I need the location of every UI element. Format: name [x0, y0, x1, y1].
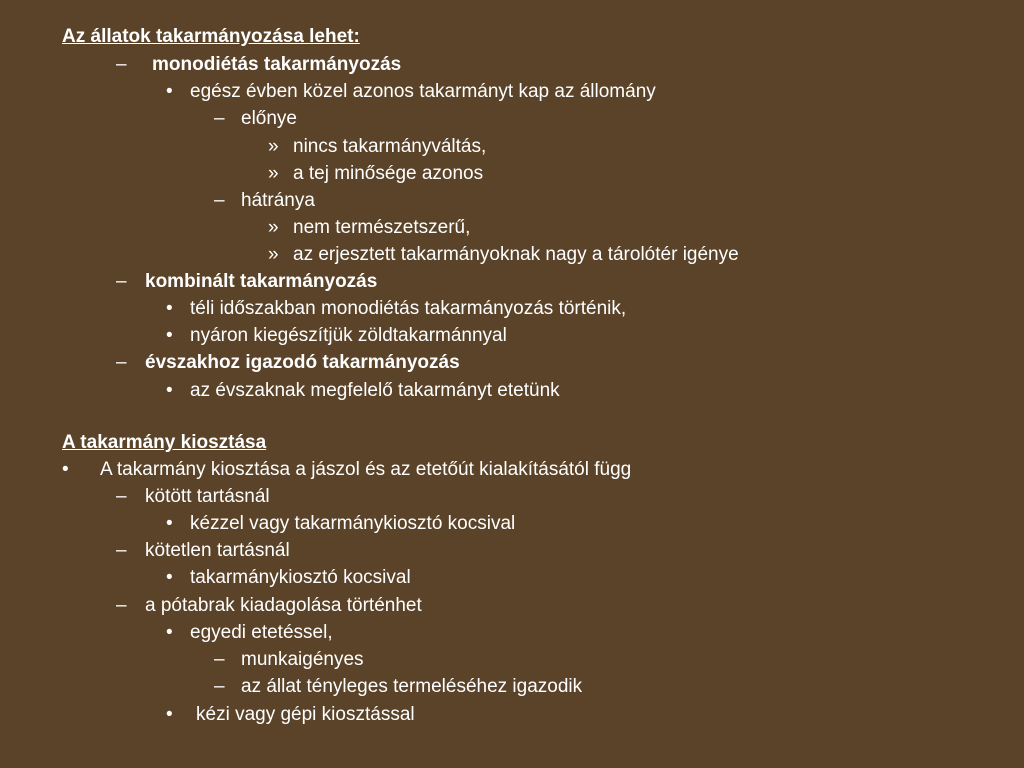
bullet-marker: • [62, 459, 69, 480]
dash-marker: – [214, 108, 225, 129]
combined-item-1: téli időszakban monodiétás takarmányozás történik, [190, 298, 627, 319]
chevron-marker: » [268, 163, 279, 184]
combined-title: kombinált takarmányozás [145, 271, 378, 292]
chevron-marker: » [268, 136, 279, 157]
supplement-label: a pótabrak kiadagolása történhet [145, 595, 422, 616]
bullet-marker: • [166, 622, 173, 643]
mono-disadvantage-1: nem természetszerű, [293, 217, 471, 238]
section1-heading: Az állatok takarmányozása lehet: [62, 26, 360, 47]
mono-advantage-2: a tej minősége azonos [293, 163, 484, 184]
tied-label: kötött tartásnál [145, 486, 270, 507]
seasonal-title: évszakhoz igazodó takarmányozás [145, 352, 460, 373]
bullet-marker: • [166, 81, 173, 102]
chevron-marker: » [268, 244, 279, 265]
bullet-marker: • [166, 567, 173, 588]
dash-marker: – [214, 190, 225, 211]
dash-marker: – [116, 271, 127, 292]
untied-item-1: takarmánykiosztó kocsival [190, 567, 411, 588]
mono-title: monodiétás takarmányozás [152, 54, 402, 75]
section2-heading: A takarmány kiosztása [62, 432, 267, 453]
supplement-individual-sub-2: az állat tényleges termeléséhez igazodik [241, 676, 583, 697]
dash-marker: – [214, 649, 225, 670]
bullet-marker: • [166, 513, 173, 534]
supplement-individual: egyedi etetéssel, [190, 622, 333, 643]
dash-marker: – [214, 676, 225, 697]
section2-main-point: A takarmány kiosztása a jászol és az etetőút kialakításától függ [100, 459, 632, 480]
dash-marker: – [116, 540, 127, 561]
tied-item-1: kézzel vagy takarmánykiosztó kocsival [190, 513, 516, 534]
chevron-marker: » [268, 217, 279, 238]
untied-label: kötetlen tartásnál [145, 540, 290, 561]
bullet-marker: • [166, 704, 173, 725]
bullet-marker: • [166, 380, 173, 401]
supplement-manual-or-machine: kézi vagy gépi kiosztással [196, 704, 415, 725]
mono-desc: egész évben közel azonos takarmányt kap az állomány [190, 81, 656, 102]
supplement-individual-sub-1: munkaigényes [241, 649, 364, 670]
dash-marker: – [116, 54, 127, 75]
mono-disadvantage-2: az erjesztett takarmányoknak nagy a tárolótér igénye [293, 244, 739, 265]
mono-advantages-label: előnye [241, 108, 297, 129]
dash-marker: – [116, 595, 127, 616]
seasonal-item-1: az évszaknak megfelelő takarmányt etetünk [190, 380, 560, 401]
dash-marker: – [116, 352, 127, 373]
dash-marker: – [116, 486, 127, 507]
bullet-marker: • [166, 298, 173, 319]
mono-advantage-1: nincs takarmányváltás, [293, 136, 487, 157]
mono-disadvantages-label: hátránya [241, 190, 315, 211]
bullet-marker: • [166, 325, 173, 346]
combined-item-2: nyáron kiegészítjük zöldtakarmánnyal [190, 325, 507, 346]
